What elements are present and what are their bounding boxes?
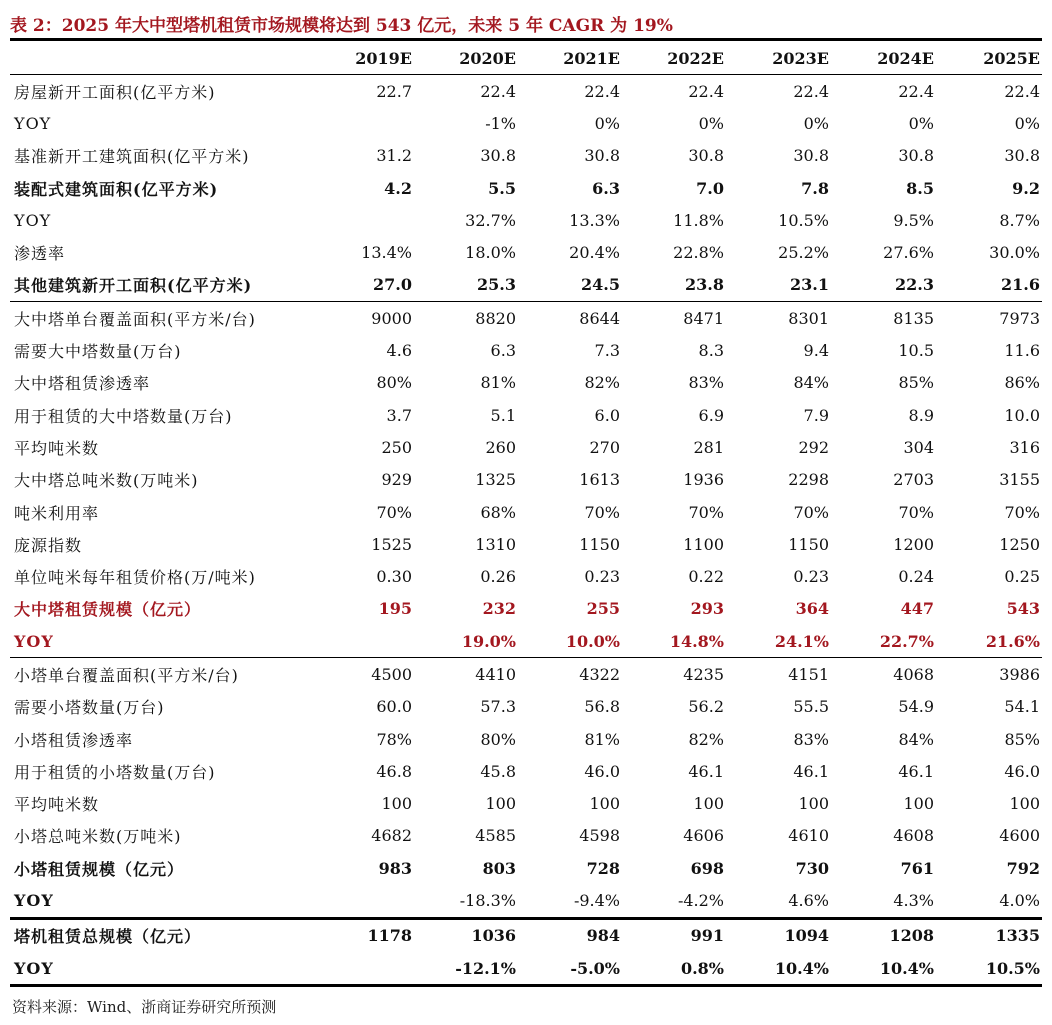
cell-2025E: 30.0% <box>989 243 1040 263</box>
cell-2019E: 3.7 <box>386 405 412 425</box>
cell-2023E: 1150 <box>788 534 829 554</box>
cell-2023E: 30.8 <box>793 146 829 166</box>
cell-2025E: 3986 <box>999 664 1040 684</box>
cell-2025E: 543 <box>1006 599 1040 619</box>
table-row <box>10 560 1042 592</box>
cell-2023E: 4.6% <box>726 884 831 918</box>
cell-2023E: 10.4% <box>726 952 831 986</box>
row-label: 小塔总吨米数(万吨米) <box>14 827 182 847</box>
cell-2023E: 7.8 <box>801 178 829 198</box>
cell-2019E: 60.0 <box>376 697 412 717</box>
cell-2020E: 68% <box>480 502 516 522</box>
row-label: 平均吨米数 <box>14 438 100 458</box>
cell-2020E: 80% <box>480 729 516 749</box>
header-year-2024E: 2024E <box>831 43 936 75</box>
data-table <box>10 43 1042 987</box>
row-label: 基准新开工建筑面积(亿平方米) <box>14 147 250 167</box>
cell-2024E: 30.8 <box>898 146 934 166</box>
cell-2019E: 27.0 <box>310 269 414 302</box>
cell-2021E: 82% <box>584 373 620 393</box>
row-label: 需要大中塔数量(万台) <box>14 342 182 362</box>
cell-2022E: 4235 <box>683 664 724 684</box>
cell-2025E: 22.4 <box>1004 81 1040 101</box>
cell-2022E: 1100 <box>683 534 724 554</box>
cell-2022E: 8471 <box>683 308 724 328</box>
cell-2021E: -9.4% <box>518 884 622 918</box>
cell-2023E: 7.9 <box>803 405 829 425</box>
cell-2021E: 56.8 <box>584 697 620 717</box>
cell-2019E: 250 <box>381 437 412 457</box>
cell-2022E: 281 <box>693 437 724 457</box>
cell-2022E: 56.2 <box>688 697 724 717</box>
cell-2025E: 316 <box>1009 437 1040 457</box>
cell-2022E: 83% <box>688 373 724 393</box>
cell-2019E <box>310 204 414 236</box>
cell-2025E: 86% <box>1004 373 1040 393</box>
cell-2021E: 46.0 <box>584 761 620 781</box>
cell-2020E: 803 <box>482 858 516 878</box>
cell-2023E: 4610 <box>788 826 829 846</box>
cell-2024E: 22.3 <box>831 269 936 302</box>
row-label: 用于租赁的大中塔数量(万台) <box>14 406 233 426</box>
row-label: 大中塔总吨米数(万吨米) <box>14 471 199 491</box>
cell-2020E: 4410 <box>475 664 516 684</box>
cell-2019E: 78% <box>376 729 412 749</box>
cell-2021E: 4598 <box>579 826 620 846</box>
cell-2023E: 55.5 <box>793 697 829 717</box>
cell-2019E: 4.2 <box>384 178 412 198</box>
cell-2020E: 8820 <box>475 308 516 328</box>
cell-2024E: 0% <box>908 113 934 133</box>
cell-2022E: 0.22 <box>688 567 724 587</box>
cell-2024E: 27.6% <box>883 243 934 263</box>
cell-2020E: 25.3 <box>414 269 518 302</box>
cell-2020E: 18.0% <box>465 243 516 263</box>
cell-2022E: 14.8% <box>622 625 726 658</box>
table-row <box>10 884 1042 918</box>
row-label: YOY <box>10 884 310 918</box>
cell-2022E: 70% <box>688 502 724 522</box>
table-row <box>10 625 1042 658</box>
cell-2020E: 5.1 <box>490 405 516 425</box>
source-note: 资料来源：Wind、浙商证券研究所预测 <box>12 998 277 1016</box>
cell-2020E: 4585 <box>475 826 516 846</box>
row-label: 装配式建筑面积(亿平方米) <box>14 179 219 199</box>
cell-2024E: 1208 <box>889 926 934 946</box>
cell-2025E: 46.0 <box>1004 761 1040 781</box>
cell-2023E: 4151 <box>788 664 829 684</box>
cell-2025E: 792 <box>1006 858 1040 878</box>
cell-2021E: 70% <box>584 502 620 522</box>
cell-2025E: 1250 <box>999 534 1040 554</box>
cell-2020E: 32.7% <box>465 210 516 230</box>
row-label: 吨米利用率 <box>14 503 100 523</box>
cell-2020E: 0.26 <box>480 567 516 587</box>
table-row <box>10 464 1042 496</box>
cell-2024E: 761 <box>900 858 934 878</box>
cell-2019E: 0.30 <box>376 567 412 587</box>
cell-2024E: 4608 <box>893 826 934 846</box>
cell-2022E: 82% <box>688 729 724 749</box>
cell-2022E: 4606 <box>683 826 724 846</box>
cell-2024E: 100 <box>903 794 934 814</box>
cell-2023E: 83% <box>793 729 829 749</box>
cell-2019E: 46.8 <box>376 761 412 781</box>
table-row <box>10 204 1042 236</box>
cell-2024E: 22.4 <box>898 81 934 101</box>
cell-2021E: 24.5 <box>518 269 622 302</box>
header-year-2020E: 2020E <box>414 43 518 75</box>
row-label: YOY <box>10 625 310 658</box>
table-body <box>10 75 1042 986</box>
cell-2020E: -12.1% <box>414 952 518 986</box>
cell-2019E: 1178 <box>367 926 412 946</box>
cell-2020E: 30.8 <box>480 146 516 166</box>
cell-2021E: 984 <box>586 926 620 946</box>
cell-2019E <box>310 952 414 986</box>
row-label: 塔机租赁总规模（亿元） <box>14 927 202 947</box>
cell-2022E: 22.8% <box>673 243 724 263</box>
row-label: 小塔单台覆盖面积(平方米/台) <box>14 665 239 685</box>
cell-2023E: 9.4 <box>803 341 829 361</box>
cell-2023E: 8301 <box>788 308 829 328</box>
row-label: YOY <box>14 210 52 230</box>
header-year-2021E: 2021E <box>518 43 622 75</box>
cell-2024E: 8.9 <box>908 405 934 425</box>
cell-2024E: 8.5 <box>906 178 934 198</box>
cell-2020E: 1325 <box>475 470 516 490</box>
cell-2020E: 6.3 <box>490 341 516 361</box>
cell-2023E: 364 <box>795 599 829 619</box>
cell-2024E: 1200 <box>893 534 934 554</box>
cell-2024E: 84% <box>898 729 934 749</box>
cell-2022E: 11.8% <box>673 210 724 230</box>
row-label: 庞源指数 <box>14 535 83 555</box>
cell-2021E: 270 <box>589 437 620 457</box>
table-row <box>10 367 1042 399</box>
cell-2020E: 1036 <box>471 926 516 946</box>
cell-2023E: 100 <box>798 794 829 814</box>
cell-2025E: 9.2 <box>1012 178 1040 198</box>
table-row <box>10 302 1042 335</box>
cell-2022E: 698 <box>690 858 724 878</box>
cell-2025E: 10.0 <box>1004 405 1040 425</box>
cell-2021E: 0.23 <box>584 567 620 587</box>
cell-2023E: 0% <box>803 113 829 133</box>
table-row <box>10 658 1042 691</box>
cell-2024E: 4.3% <box>831 884 936 918</box>
cell-2020E: 22.4 <box>480 81 516 101</box>
table-row <box>10 172 1042 204</box>
cell-2025E: 21.6 <box>936 269 1042 302</box>
cell-2019E: 70% <box>376 502 412 522</box>
cell-2023E: 25.2% <box>778 243 829 263</box>
cell-2023E: 84% <box>793 373 829 393</box>
cell-2019E: 1525 <box>371 534 412 554</box>
table-title: 表 2：2025 年大中型塔机租赁市场规模将达到 543 亿元，未来 5 年 CAGR 为 19% <box>10 16 673 36</box>
cell-2025E: 8.7% <box>999 210 1040 230</box>
cell-2021E: 728 <box>586 858 620 878</box>
cell-2024E: 0.24 <box>898 567 934 587</box>
cell-2021E: 6.0 <box>594 405 620 425</box>
cell-2019E: 983 <box>378 858 412 878</box>
cell-2021E: 20.4% <box>569 243 620 263</box>
cell-2022E: 6.9 <box>698 405 724 425</box>
row-label: 单位吨米每年租赁价格(万/吨米) <box>14 568 256 588</box>
row-label: 小塔租赁渗透率 <box>14 730 134 750</box>
cell-2025E: 1335 <box>995 926 1040 946</box>
cell-2025E: 11.6 <box>1004 341 1040 361</box>
cell-2020E: 100 <box>485 794 516 814</box>
table-row <box>10 399 1042 431</box>
cell-2019E: 80% <box>376 373 412 393</box>
table-row <box>10 788 1042 820</box>
cell-2021E: 0% <box>594 113 620 133</box>
header-year-2023E: 2023E <box>726 43 831 75</box>
table-row <box>10 431 1042 463</box>
cell-2022E: 46.1 <box>688 761 724 781</box>
cell-2021E: 13.3% <box>569 210 620 230</box>
cell-2023E: 23.1 <box>726 269 831 302</box>
cell-2025E: 85% <box>1004 729 1040 749</box>
cell-2025E: 4.0% <box>936 884 1042 918</box>
table-row <box>10 75 1042 108</box>
table-row <box>10 236 1042 268</box>
cell-2023E: 46.1 <box>793 761 829 781</box>
cell-2021E: 30.8 <box>584 146 620 166</box>
cell-2024E: 304 <box>903 437 934 457</box>
cell-2024E: 54.9 <box>898 697 934 717</box>
cell-2024E: 8135 <box>893 308 934 328</box>
cell-2019E: 4682 <box>371 826 412 846</box>
cell-2022E: 0.8% <box>622 952 726 986</box>
cell-2021E: 1613 <box>579 470 620 490</box>
row-label: 用于租赁的小塔数量(万台) <box>14 762 216 782</box>
header-label-cell <box>10 43 310 75</box>
row-label: 平均吨米数 <box>14 795 100 815</box>
cell-2019E: 4500 <box>371 664 412 684</box>
cell-2023E: 10.5% <box>778 210 829 230</box>
cell-2024E: 10.5 <box>898 341 934 361</box>
cell-2022E: 8.3 <box>698 341 724 361</box>
cell-2019E <box>310 107 414 139</box>
cell-2020E: 19.0% <box>414 625 518 658</box>
cell-2021E: 4322 <box>579 664 620 684</box>
cell-2021E: 6.3 <box>592 178 620 198</box>
table-row <box>10 269 1042 302</box>
cell-2022E: 30.8 <box>688 146 724 166</box>
table-row <box>10 918 1042 952</box>
table-row <box>10 107 1042 139</box>
cell-2024E: 2703 <box>893 470 934 490</box>
cell-2025E: 30.8 <box>1004 146 1040 166</box>
cell-2023E: 24.1% <box>726 625 831 658</box>
row-label: 大中塔租赁规模（亿元） <box>14 600 202 620</box>
cell-2024E: 85% <box>898 373 934 393</box>
cell-2021E: -5.0% <box>518 952 622 986</box>
cell-2022E: 293 <box>690 599 724 619</box>
cell-2021E: 8644 <box>579 308 620 328</box>
cell-2019E <box>310 625 414 658</box>
cell-2019E: 929 <box>381 470 412 490</box>
cell-2025E: 0% <box>1014 113 1040 133</box>
cell-2021E: 22.4 <box>584 81 620 101</box>
table-row <box>10 723 1042 755</box>
row-label: 小塔租赁规模（亿元） <box>14 859 185 879</box>
cell-2025E: 70% <box>1004 502 1040 522</box>
row-label: 房屋新开工面积(亿平方米) <box>14 82 216 102</box>
cell-2020E: 5.5 <box>488 178 516 198</box>
row-label: 其他建筑新开工面积(亿平方米) <box>10 269 310 302</box>
cell-2021E: 81% <box>584 729 620 749</box>
cell-2021E: 10.0% <box>518 625 622 658</box>
cell-2019E: 4.6 <box>386 341 412 361</box>
cell-2021E: 100 <box>589 794 620 814</box>
table-row <box>10 691 1042 723</box>
cell-2025E: 21.6% <box>936 625 1042 658</box>
cell-2020E: 1310 <box>475 534 516 554</box>
cell-2025E: 3155 <box>999 470 1040 490</box>
header-row <box>10 43 1042 75</box>
row-label: 渗透率 <box>14 244 66 264</box>
cell-2024E: 9.5% <box>893 210 934 230</box>
row-label: YOY <box>14 113 52 133</box>
cell-2020E: 81% <box>480 373 516 393</box>
row-label: 大中塔租赁渗透率 <box>14 374 151 394</box>
cell-2020E: 45.8 <box>480 761 516 781</box>
cell-2023E: 22.4 <box>793 81 829 101</box>
cell-2024E: 10.4% <box>831 952 936 986</box>
cell-2020E: -18.3% <box>414 884 518 918</box>
cell-2022E: 22.4 <box>688 81 724 101</box>
cell-2023E: 2298 <box>788 470 829 490</box>
cell-2023E: 0.23 <box>793 567 829 587</box>
header-year-2022E: 2022E <box>622 43 726 75</box>
cell-2019E: 31.2 <box>376 146 412 166</box>
cell-2025E: 0.25 <box>1004 567 1040 587</box>
cell-2020E: 57.3 <box>480 697 516 717</box>
header-year-2025E: 2025E <box>936 43 1042 75</box>
top-rule <box>10 38 1042 41</box>
table-row <box>10 593 1042 625</box>
table-row <box>10 852 1042 884</box>
cell-2023E: 730 <box>795 858 829 878</box>
cell-2023E: 1094 <box>784 926 829 946</box>
cell-2024E: 447 <box>900 599 934 619</box>
cell-2019E: 9000 <box>371 308 412 328</box>
row-label: 大中塔单台覆盖面积(平方米/台) <box>14 309 256 329</box>
cell-2025E: 10.5% <box>936 952 1042 986</box>
cell-2019E: 22.7 <box>376 81 412 101</box>
cell-2025E: 4600 <box>999 826 1040 846</box>
table-row <box>10 140 1042 172</box>
header-year-2019E: 2019E <box>310 43 414 75</box>
cell-2024E: 70% <box>898 502 934 522</box>
table-row <box>10 496 1042 528</box>
cell-2019E: 195 <box>378 599 412 619</box>
cell-2019E: 13.4% <box>361 243 412 263</box>
cell-2024E: 46.1 <box>898 761 934 781</box>
cell-2022E: 23.8 <box>622 269 726 302</box>
cell-2021E: 255 <box>586 599 620 619</box>
cell-2021E: 7.3 <box>594 341 620 361</box>
cell-2022E: 1936 <box>683 470 724 490</box>
row-label: 需要小塔数量(万台) <box>14 698 165 718</box>
table-row <box>10 528 1042 560</box>
cell-2022E: 100 <box>693 794 724 814</box>
cell-2023E: 70% <box>793 502 829 522</box>
table-row <box>10 820 1042 852</box>
cell-2020E: -1% <box>485 113 516 133</box>
cell-2021E: 1150 <box>579 534 620 554</box>
cell-2020E: 260 <box>485 437 516 457</box>
cell-2019E: 100 <box>381 794 412 814</box>
cell-2022E: 7.0 <box>696 178 724 198</box>
cell-2024E: 4068 <box>893 664 934 684</box>
cell-2023E: 292 <box>798 437 829 457</box>
cell-2022E: 0% <box>698 113 724 133</box>
cell-2025E: 7973 <box>999 308 1040 328</box>
table-row <box>10 952 1042 986</box>
cell-2025E: 100 <box>1009 794 1040 814</box>
cell-2019E <box>310 884 414 918</box>
cell-2025E: 54.1 <box>1004 697 1040 717</box>
cell-2024E: 22.7% <box>831 625 936 658</box>
cell-2022E: -4.2% <box>622 884 726 918</box>
table-row <box>10 755 1042 787</box>
table-row <box>10 334 1042 366</box>
cell-2022E: 991 <box>690 926 724 946</box>
row-label: YOY <box>10 952 310 986</box>
cell-2020E: 232 <box>482 599 516 619</box>
